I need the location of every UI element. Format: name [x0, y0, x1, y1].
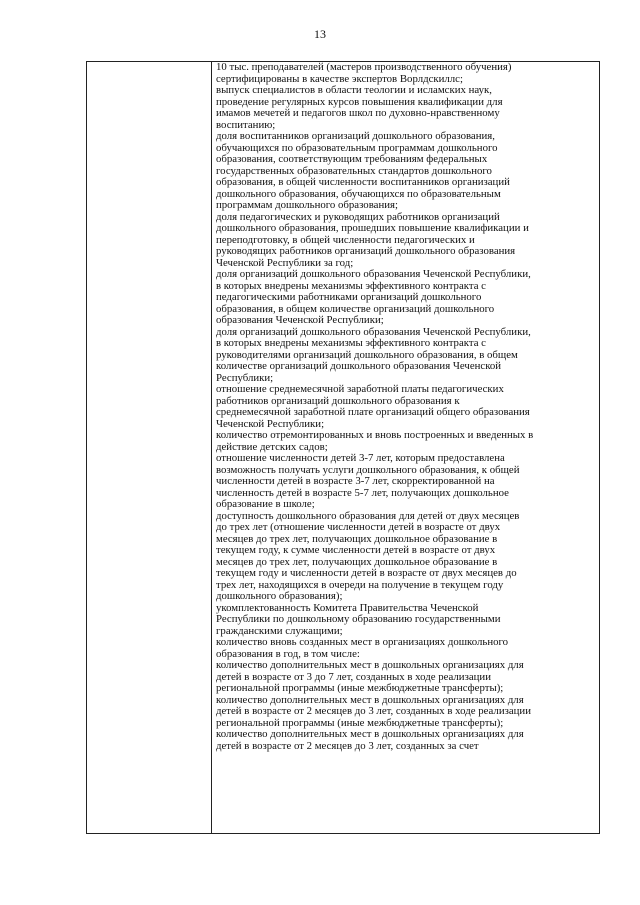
- text-line: текущем году и численности детей в возрасте от двух месяцев до: [216, 567, 517, 579]
- text-line: образования в год, в том числе:: [216, 647, 360, 660]
- text-line: дошкольного образования);: [216, 590, 343, 602]
- text-line: проведение регулярных курсов повышения квалификации для: [216, 95, 503, 108]
- text-line: укомплектованность Комитета Правительства Чеченской: [216, 601, 479, 614]
- content-table: [86, 61, 600, 834]
- indicators-cell: [216, 62, 595, 833]
- text-line: численности детей в возрасте 3-7 лет, скорректированной на: [216, 475, 495, 487]
- text-line: возможность получать услуги дошкольного образования, к общей: [216, 463, 520, 476]
- text-line: руководящих работников организаций дошкольного образования: [216, 245, 516, 257]
- text-line: государственных образовательных стандартов дошкольного: [216, 164, 492, 177]
- text-line: образование в школе;: [216, 498, 315, 510]
- text-line: Республики по дошкольному образованию государственными: [216, 613, 501, 625]
- text-line: образования, соответствующим требованиям федеральных: [216, 153, 488, 165]
- page-number: 13: [314, 27, 326, 41]
- text-line: региональной программы (иные межбюджетные трансферты);: [216, 682, 504, 694]
- text-line: в которых внедрены механизмы эффективного контракта с: [216, 337, 486, 349]
- text-line: гражданскими служащими;: [216, 624, 343, 637]
- text-line: доступность дошкольного образования для детей от двух месяцев: [216, 509, 520, 522]
- text-line: количество дополнительных мест в дошкольных организациях для: [216, 659, 524, 671]
- text-line: действие детских садов;: [216, 440, 328, 453]
- text-line: количество дополнительных мест в дошкольных организациях для: [216, 728, 524, 740]
- text-line: количестве организаций дошкольного образования Чеченской: [216, 360, 502, 372]
- text-line: трех лет, находящихся в очереди на получение в текущем году: [216, 578, 504, 591]
- text-line: образования Чеченской Республики;: [216, 314, 384, 326]
- text-line: имамов мечетей и педагогов школ по духовно-нравственному: [216, 107, 500, 119]
- text-line: количество вновь созданных мест в организациях дошкольного: [216, 636, 509, 648]
- text-line: Чеченской Республики за год;: [216, 256, 354, 269]
- text-line: образования, в общей численности воспитанников организаций: [216, 176, 510, 188]
- text-line: в которых внедрены механизмы эффективного контракта с: [216, 279, 486, 292]
- text-line: выпуск специалистов в области теологии и исламских наук,: [216, 84, 492, 96]
- text-line: количество отремонтированных и вновь построенных и введенных в: [216, 429, 534, 441]
- text-line: 10 тыс. преподавателей (мастеров производственного обучения): [216, 62, 512, 73]
- text-line: среднемесячной заработной плате организаций общего образования: [216, 406, 530, 418]
- text-line: руководителями организаций дошкольного образования, в общем: [216, 348, 518, 361]
- text-line: месяцев до трех лет, получающих дошкольное образование в: [216, 555, 498, 568]
- text-line: до трех лет (отношение численности детей в возрасте от двух: [216, 521, 501, 533]
- text-line: отношение численности детей 3-7 лет, которым предоставлена: [216, 452, 505, 464]
- text-line: региональной программы (иные межбюджетные трансферты);: [216, 716, 504, 729]
- text-line: детей в возрасте от 2 месяцев до 3 лет, созданных за счет: [216, 739, 479, 752]
- text-line: текущем году, к сумме численности детей в возрасте от двух: [216, 544, 496, 556]
- text-line: количество дополнительных мест в дошкольных организациях для: [216, 693, 524, 706]
- text-line: дошкольного образования, прошедших повышение квалификации и: [216, 222, 529, 234]
- text-line: отношение среднемесячной заработной платы педагогических: [216, 383, 504, 395]
- column-divider: [211, 62, 212, 833]
- text-line: детей в возрасте от 2 месяцев до 3 лет, созданных в ходе реализации: [216, 705, 531, 717]
- text-line: педагогическими работниками организаций дошкольного: [216, 291, 482, 303]
- text-line: образования, в общем количестве организаций дошкольного: [216, 302, 495, 315]
- text-line: доля воспитанников организаций дошкольного образования,: [216, 130, 495, 142]
- text-line: Чеченской Республики;: [216, 417, 325, 430]
- text-line: воспитанию;: [216, 118, 276, 131]
- text-line: сертифицированы в качестве экспертов Ворлдскиллс;: [216, 72, 463, 85]
- text-line: доля организаций дошкольного образования Чеченской Республики,: [216, 325, 531, 338]
- text-line: численность детей в возрасте 5-7 лет, получающих дошкольное: [216, 486, 509, 499]
- text-line: Республики;: [216, 371, 274, 384]
- text-line: работников организаций дошкольного образования к: [216, 394, 460, 407]
- text-line: программам дошкольного образования;: [216, 199, 398, 211]
- text-line: доля педагогических и руководящих работников организаций: [216, 210, 500, 223]
- text-line: детей в возрасте от 3 до 7 лет, созданных в ходе реализации: [216, 670, 491, 683]
- text-line: доля организаций дошкольного образования Чеченской Республики,: [216, 268, 531, 280]
- text-line: дошкольного образования, обучающихся по образовательным: [216, 187, 501, 200]
- text-line: переподготовку, в общей численности педагогических и: [216, 233, 475, 246]
- text-line: обучающихся по образовательным программам дошкольного: [216, 141, 498, 154]
- text-line: месяцев до трех лет, получающих дошкольное образование в: [216, 532, 498, 545]
